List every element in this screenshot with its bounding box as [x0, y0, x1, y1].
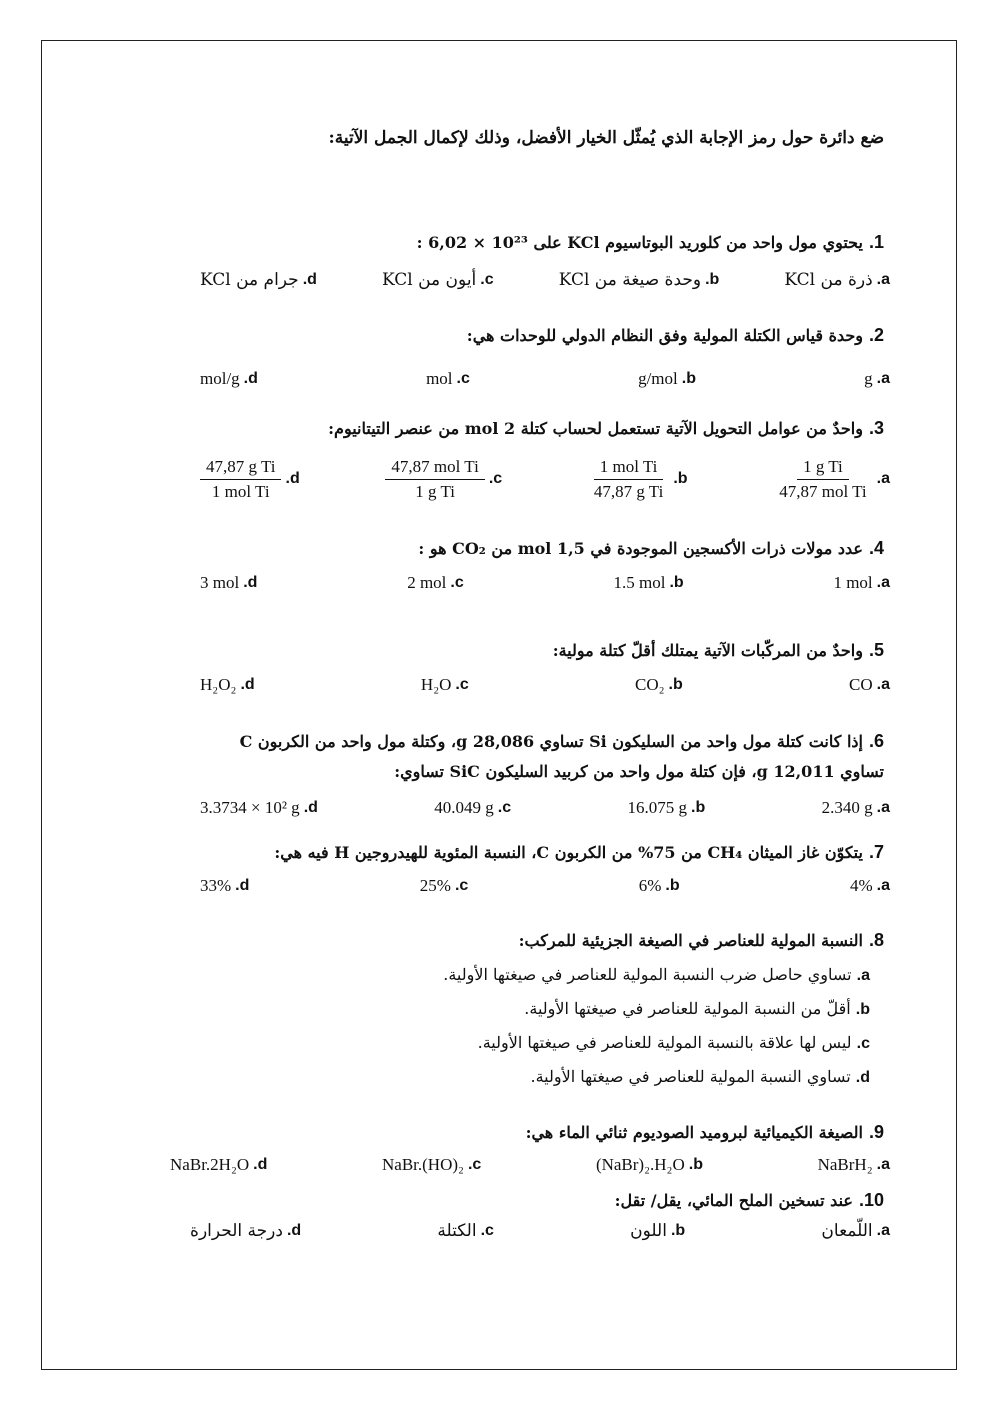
- option-a[interactable]: a. $\frac{\text{1 g Ti}}{\text{47,87 mol Ti}}$: [773, 457, 890, 502]
- option-a[interactable]: a. ذرة من KCl: [784, 270, 890, 290]
- question-text: يتكوّن غاز الميثان CH₄ من 75% من الكربون C، النسبة المئوية للهيدروجين H فيه هي:: [274, 843, 863, 862]
- option-a[interactable]: a. تساوي حاصل ضرب النسبة المولية للعناصر في صيغتها الأولية.: [443, 965, 870, 984]
- question-text: النسبة المولية للعناصر في الصيغة الجزيئية للمركب:: [518, 931, 863, 950]
- option-d[interactable]: d. درجة الحرارة: [190, 1221, 302, 1241]
- option-c[interactable]: c. أيون من KCl: [382, 270, 494, 290]
- question-number: 3.: [868, 418, 884, 438]
- question-4: [418, 538, 884, 559]
- option-b[interactable]: b. 1.5 mol: [613, 573, 684, 592]
- option-b[interactable]: b. أقلّ من النسبة المولية للعناصر في صيغتها الأولية.: [524, 999, 870, 1018]
- fraction: $\frac{\text{1 mol Ti}}{\text{47,87 g Ti}}$: [593, 456, 664, 501]
- question-text: عدد مولات ذرات الأكسجين الموجودة في 1,5 mol من CO₂ هو :: [418, 539, 863, 558]
- question-text: عند تسخين الملح المائي، يقل/ تقل:: [614, 1191, 853, 1210]
- question-text: واحدٌ من المركّبات الآتية يمتلك أقلّ كتلة مولية:: [552, 641, 863, 660]
- fraction: $\frac{\text{47,87 g Ti}}{\text{1 mol Ti}}$: [200, 457, 281, 502]
- question-number: 8.: [868, 930, 884, 950]
- option-b[interactable]: b. CO₂: [635, 675, 683, 694]
- option-c[interactable]: c. ليس لها علاقة بالنسبة المولية للعناصر في صيغتها الأولية.: [477, 1033, 870, 1052]
- question-number: 6.: [868, 731, 884, 751]
- option-d[interactable]: d. 33%: [200, 876, 250, 895]
- option-c[interactable]: c. 40.049 g: [434, 798, 512, 817]
- option-c[interactable]: c. الكتلة: [437, 1221, 494, 1241]
- options-7: [200, 871, 890, 901]
- question-5: [553, 640, 884, 661]
- option-c[interactable]: c. mol: [426, 369, 470, 388]
- question-3: [328, 418, 884, 439]
- question-text: إذا كانت كتلة مول واحد من السليكون Si تساوي 28,086 g، وكتلة مول واحد من الكربون C تساوي 12,011 g، فإن كتلة مول واحد من كربيد السليكون SiC تساوي:: [239, 732, 884, 781]
- question-number: 7.: [868, 842, 884, 862]
- fraction: $\frac{\text{47,87 mol Ti}}{\text{1 g Ti}}$: [385, 457, 484, 502]
- question-10: [615, 1190, 884, 1211]
- option-b[interactable]: b. $\frac{\text{1 mol Ti}}{\text{47,87 g Ti}}$: [588, 457, 688, 502]
- option-b[interactable]: b. 6%: [638, 876, 680, 895]
- question-text: وحدة قياس الكتلة المولية وفق النظام الدولي للوحدات هي:: [466, 326, 863, 345]
- question-number: 1.: [868, 232, 884, 252]
- option-c[interactable]: c. 2 mol: [407, 573, 464, 592]
- option-b[interactable]: b. g/mol: [638, 369, 696, 388]
- option-d[interactable]: d. H₂O₂: [200, 675, 255, 694]
- option-a[interactable]: a. NaBrH₂: [817, 1155, 890, 1174]
- question-number: 10.: [858, 1190, 884, 1210]
- options-2: [200, 364, 890, 394]
- option-c[interactable]: c. $\frac{\text{47,87 mol Ti}}{\text{1 g Ti}}$: [385, 457, 502, 502]
- option-b[interactable]: b. اللون: [630, 1221, 686, 1241]
- options-10: [190, 1216, 890, 1246]
- fraction: $\frac{\text{1 g Ti}}{\text{47,87 mol Ti}}$: [779, 456, 867, 501]
- question-text: واحدٌ من عوامل التحويل الآتية تستعمل لحساب كتلة 2 mol من عنصر التيتانيوم:: [328, 419, 863, 438]
- question-number: 4.: [868, 538, 884, 558]
- question-6: [194, 726, 884, 787]
- option-d[interactable]: d. 3.3734 × 10² g: [200, 798, 318, 817]
- option-c[interactable]: c. H₂O: [420, 675, 469, 694]
- option-d[interactable]: d. $\frac{\text{47,87 g Ti}}{\text{1 mol Ti}}$: [200, 457, 300, 502]
- option-d[interactable]: d. mol/g: [200, 369, 258, 388]
- option-d[interactable]: d. NaBr.2H₂O: [170, 1155, 268, 1174]
- option-b[interactable]: b. وحدة صيغة من KCl: [558, 270, 720, 290]
- options-5: [200, 670, 890, 700]
- options-9: [170, 1150, 890, 1180]
- option-c[interactable]: c. 25%: [419, 876, 469, 895]
- options-4: [200, 568, 890, 598]
- question-7: [274, 842, 884, 863]
- option-d[interactable]: d. 3 mol: [200, 573, 258, 592]
- option-a[interactable]: a. CO: [849, 675, 890, 694]
- question-number: 5.: [868, 640, 884, 660]
- question-9: [526, 1122, 884, 1143]
- question-number: 2.: [868, 325, 884, 345]
- option-a[interactable]: a. 4%: [849, 876, 890, 895]
- option-c[interactable]: c. NaBr.(HO)₂: [382, 1155, 482, 1174]
- question-number: 9.: [868, 1122, 884, 1142]
- options-8: [443, 958, 870, 1094]
- option-d[interactable]: d. تساوي النسبة المولية للعناصر في صيغتها الأولية.: [530, 1067, 870, 1086]
- question-8: [519, 930, 884, 951]
- option-b[interactable]: b. (NaBr)₂.H₂O: [595, 1155, 703, 1174]
- option-d[interactable]: d. جرام من KCl: [200, 270, 317, 290]
- option-a[interactable]: a. g: [864, 369, 890, 388]
- option-a[interactable]: a. 2.340 g: [821, 798, 890, 817]
- instructions: ضع دائرة حول رمز الإجابة الذي يُمثّل الخيار الأفضل، وذلك لإكمال الجمل الآتية:: [328, 128, 884, 148]
- option-b[interactable]: b. 16.075 g: [627, 798, 706, 817]
- question-2: [467, 325, 884, 346]
- option-a[interactable]: a. 1 mol: [833, 573, 890, 592]
- options-3: [200, 450, 890, 508]
- question-text: يحتوي مول واحد من كلوريد البوتاسيوم KCl على 10²³ × 6,02 :: [416, 233, 863, 252]
- options-1: [200, 265, 890, 295]
- options-6: [200, 793, 890, 823]
- question-1: [417, 232, 884, 253]
- option-a[interactable]: a. اللّمعان: [821, 1221, 890, 1241]
- question-text: الصيغة الكيميائية لبروميد الصوديوم ثنائي الماء هي:: [525, 1123, 863, 1142]
